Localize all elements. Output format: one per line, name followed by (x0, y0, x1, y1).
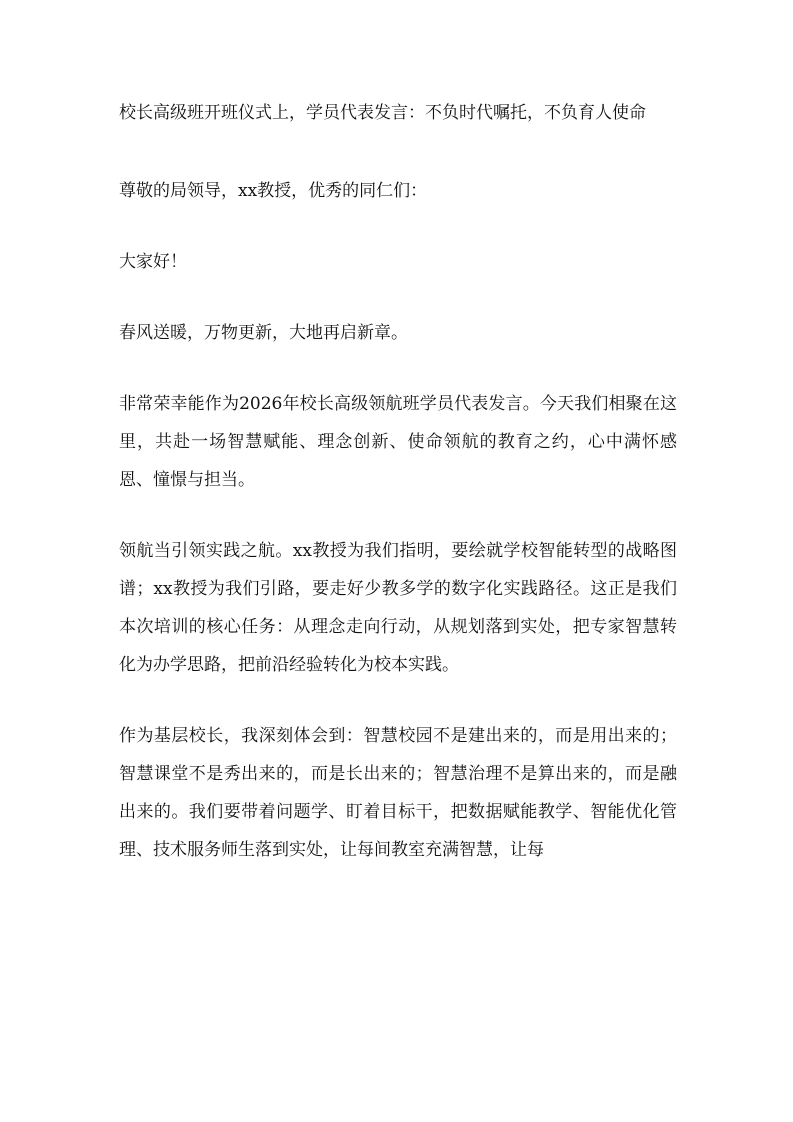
salutation-paragraph: 尊敬的局领导，xx教授，优秀的同仁们： (119, 181, 428, 201)
opening-paragraph: 春风送暖，万物更新，大地再启新章。 (119, 323, 408, 343)
body-paragraph: 作为基层校长，我深刻体会到：智慧校园不是建出来的，而是用出来的；智慧课堂不是秀出来的，而是长出来的；智慧治理不是算出来的，而是融出来的。我们要带着问题学、盯着目标干，把数据赋能教学、智能优化管理、技术服务师生落到实处，让每间教室充满智慧，让每 (119, 726, 677, 860)
greeting-paragraph: 大家好！ (119, 252, 187, 272)
speech-title: 校长高级班开班仪式上，学员代表发言：不负时代嘱托，不负育人使命 (119, 103, 646, 123)
body-paragraph: 领航当引领实践之航。xx教授为我们指明，要绘就学校智能转型的战略图谱；xx教授为我们引路，要走好少教多学的数字化实践路径。这正是我们本次培训的核心任务：从理念走向行动，从规划落到实处，把专家智慧转化为办学思路，把前沿经验转化为校本实践。 (119, 541, 677, 675)
document-body (119, 94, 677, 902)
body-paragraph: 非常荣幸能作为2026年校长高级领航班学员代表发言。今天我们相聚在这里，共赴一场智慧赋能、理念创新、使命领航的教育之约，心中满怀感恩、憧憬与担当。 (119, 394, 677, 490)
